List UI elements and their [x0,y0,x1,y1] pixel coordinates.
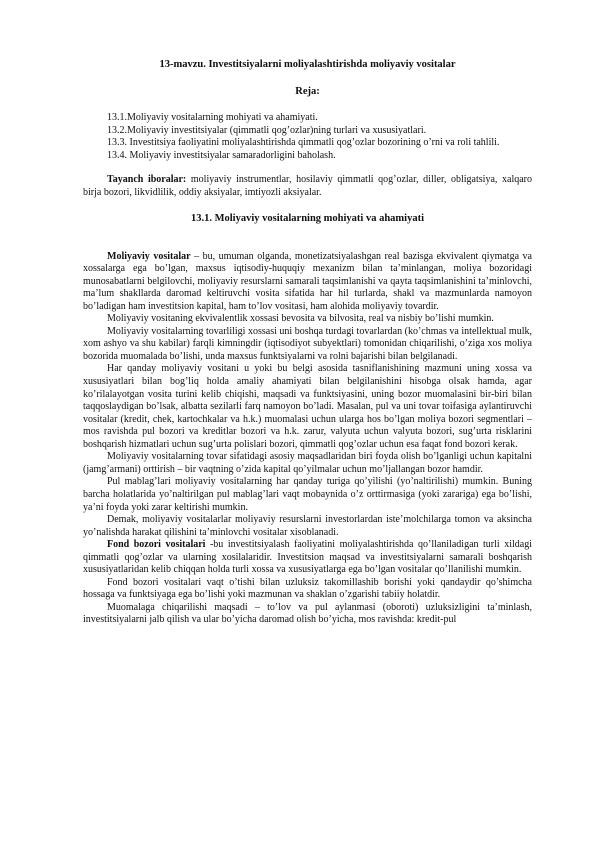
body-text [83,251,532,627]
page-title: 13-mavzu. Investitsiyalarni moliyalashtirishda moliyaviy vositalar [159,59,456,70]
paragraph-text: Demak, moliyaviy vositalarlar moliyaviy resurslarni investorlardan iste’molchilarga tomon va aksincha yo’nalishda harakat qilishini ta’minlovchi vositalar xisoblanadi. [83,514,532,538]
keywords-term: Tayanch iboralar: [107,174,187,186]
paragraph-text: Muomalaga chiqarilishi maqsadi – to’lov va pul aylanmasi (oboroti) uzluksizligini ta’minlash, investitsiyalarni jalb qilish va ular bo’yicha daromad olish bo’yicha, mos ravishda: kredit-pul [83,601,532,626]
paragraph [83,326,532,364]
keywords-paragraph [83,174,532,199]
plan-item: 13.2.Moliyaviy investitsiyalar (qimmatli qog’ozlar)ning turlari va xususiyatlari. [107,124,427,136]
plan-list [83,112,532,162]
paragraph-text: Moliyaviy vositaning ekvivalentlik xossasi bevosita va bilvosita, real va nisbiy bo’lishi mumkin. [107,313,494,325]
paragraph [83,514,532,539]
paragraph-text: Fond bozori vositalari vaqt o’tishi bilan uzluksiz takomillashib borishi yoki qandaydir qo’shimcha hossaga va funktsiyaga ega bo’lishi yoki mazmunan va shaklan o’zgarishi tabiiy holatdir. [83,576,532,601]
paragraph-text: – bu, umuman olganda, monetizatsiyalashgan real bazisga ekvivalent qiymatga va xossalarga ega bo’lgan, maxsus iqtisodiy-huquqiy mexanizm bilan ta’minlangan, moliya bozoridagi munosabatlarni belgilovchi, moliyaviy resurslarni samarali taqsimlanishi va qayta taqsimlanishini ta’minlovchi, ma’lum shakllarda daromad keltiruvchi vosita sifatida har hil turlarda, shakl va mazmunlarda namoyon bo’ladigan ham investitsion kapital, ham to’lov vositasi, ham alohida moliyaviy tovardir. [83,250,532,312]
paragraph [83,476,532,514]
paragraph-text: Moliyaviy vositalarning tovar sifatidagi asosiy maqsadlaridan biri foyda olish bo’lganligi uchun kapitalni (jamg’armani) orttirish – bir vaqtning o’zida kapital qo’yilmalar uchun mo’ljallangan bozor hamdir. [83,451,532,475]
paragraph [83,602,532,627]
paragraph [83,451,532,476]
paragraph-text: Pul mablag’lari moliyaviy vositalarning har qanday turiga qo’yilishi (yo’naltirilishi) mumkin. Buning barcha holatlarida yo’naltirilgan pul mablag’lari vaqt mobaynida o’z orttirmasiga (yoki zarariga) ega bo’lishi, ya’ni foyda yoki zarar keltirishi mumkin. [83,476,532,513]
paragraph [83,539,532,577]
paragraph [83,313,532,326]
paragraph [83,363,532,451]
paragraph-text: Har qanday moliyaviy vositani u yoki bu belgi asosida tasniflanishining mazmuni uning xossa va xususiyatlari bilan bog’liq holda amaliy ahamiyati bilan belgilanishini hisobga olsak hamda, agar ko’rilalayotgan vosita turini kelib chiqishi, maqsadi va funktsiyasini, uning bozor muomalasini bir-biri bilan taqqoslaydigan bo’lsak, albatta sezilarli farq namoyon bo’ladi. Masalan, pul va uni tovar toifasiga aylantiruvchi vositalar (kredit, chek, kartochkalar va h.k.) muomalasi uchun ularga hos bo’lgan moliya bozori segmentlari – mos ravishda pul bozori va kreditlar bozori va h.k. zarur, valyuta uchun valyuta bozori, sug’urta risklarini boshqarish hizmatlari uchun sug’urta polislari bozori, qimmatli qog’ozlar uchun esa faqat fond bozori kerak. [83,363,532,450]
paragraph [83,577,532,602]
section-heading: 13.1. Moliyaviy vositalarning mohiyati va ahamiyati [190,212,425,224]
paragraph [83,251,532,314]
keywords-text: moliyaviy instrumentlar, hosilaviy qimmatli qog’ozlar, diller, obligatsiya, xalqaro birja bozori, likvidlilik, oddiy aksiyalar, imtiyozli aksiyalar. [83,174,532,198]
plan-heading: Reja: [295,86,320,97]
paragraph-text: -bu investitsiyalash faoliyatini moliyalashtirishda qo’llaniladigan turli xildagi qimmatli qog’ozlar va ularning xosilalaridir. Investitsion maqsad va investitsiyalarni samarali boshqarish xususiyatlaridan kelib chiqqan holda turli xossa va xususiyatlarga ega bo’lgan vositalar qo’llanilishi mumkin. [83,539,532,576]
plan-item: 13.3. Investitsiya faoliyatini moliyalashtirishda qimmatli qog’ozlar bozorining o’rni va roli tahlili. [107,137,500,149]
paragraph-term: Fond bozori vositalari [107,539,206,551]
paragraph-text: Moliyaviy vositalarning tovarliligi xossasi uni boshqa turdagi tovarlardan (ko’chmas va intellektual mulk, xom ashyo va shu kabilar) farqli kimningdir (iqtisodiyot subyektlari) tomonidan chiqarilishi, o’ziga xos moliya bozorida muomalada bo’lishi, unda maxsus funktsiyalarni va rolni bajarishi bilan belgilanadi. [83,325,532,362]
plan-item: 13.4. Moliyaviy investitsiyalar samaradorligini baholash. [107,149,336,161]
plan-item: 13.1.Moliyaviy vositalarning mohiyati va ahamiyati. [107,112,318,123]
paragraph-term: Moliyaviy vositalar [107,250,191,262]
